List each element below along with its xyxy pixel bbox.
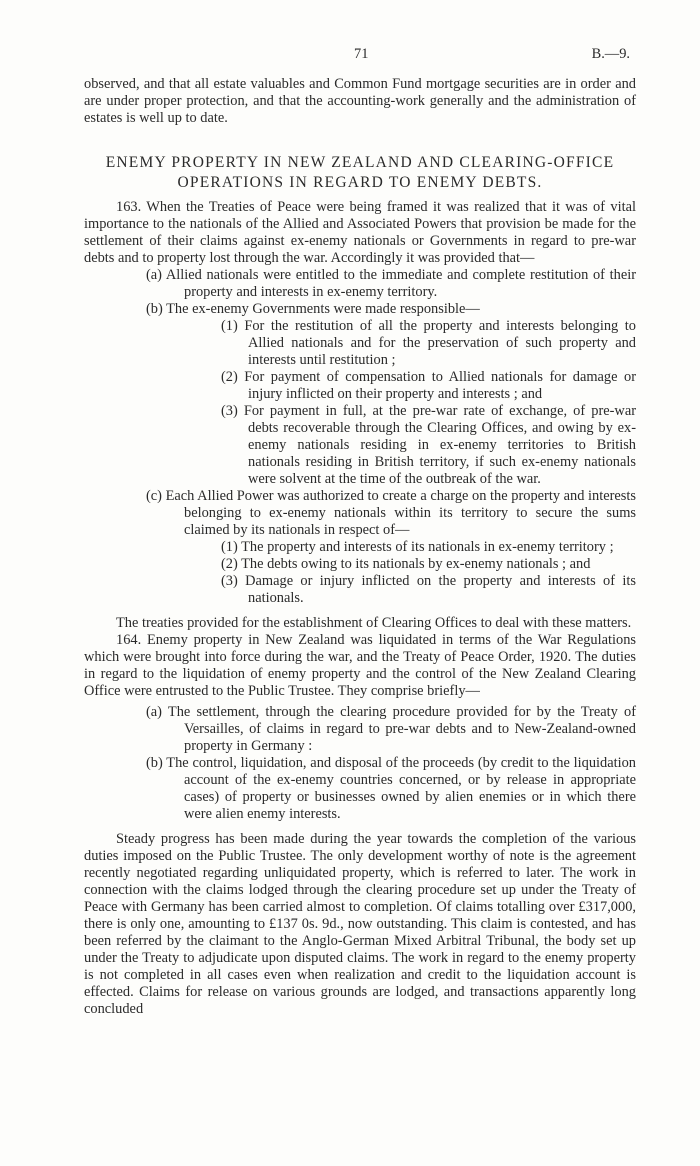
list-item-a: (a) Allied nationals were entitled to the immediate and complete restitution of their property and interests in ex-enemy territory. <box>146 267 636 300</box>
page-header <box>84 46 630 66</box>
progress-paragraph: Steady progress has been made during the year towards the completion of the various duties imposed on the Public Trustee. The only development worthy of note is the agreement recently negotiated regarding unliquidated property, which is referred to later. The work in connection with the claims lodged through the clearing procedure set up under the Treaty of Peace with Germany has been carried almost to completion. Of claims totalling over £317,000, there is only one, amounting to £137 0s. 9d., now outstanding. This claim is contested, and has been referred by the claimant to the Anglo-German Mixed Arbitral Tribunal, the body set up under the Treaty to adjudicate upon disputed claims. The work in regard to the enemy property is not completed in all cases even when realization and credit to the liquidation account is effected. Claims for release on various grounds are lodged, and transactions apparently long concluded <box>84 831 636 1017</box>
list-item-164b: (b) The control, liquidation, and disposal of the proceeds (by credit to the liquidation account of the ex-enemy countries concerned, or by release in appropriate cases) of property or businesses owned by alien enemies or in which there were alien enemy interests. <box>146 755 636 822</box>
treaties-paragraph: The treaties provided for the establishment of Clearing Offices to deal with these matters. <box>116 615 632 631</box>
page-reference: B.—9. <box>591 46 630 62</box>
list-item-b1: (1) For the restitution of all the property and interests belonging to Allied nationals and for the preservation of such property and interests until restitution ; <box>221 318 636 368</box>
section-heading: ENEMY PROPERTY IN NEW ZEALAND AND CLEARING-OFFICE OPERATIONS IN REGARD TO ENEMY DEBTS. <box>105 154 615 191</box>
paragraph-163: 163. When the Treaties of Peace were being framed it was realized that it was of vital importance to the nationals of the Allied and Associated Powers that provision be made for the settlement of their claims against ex-enemy nationals or Governments in regard to pre-war debts and to property lost through the war. Accordingly it was provided that— <box>84 199 636 266</box>
list-item-b2: (2) For payment of compensation to Allied nationals for damage or injury inflicted on their property and interests ; and <box>221 369 636 402</box>
list-item-c1: (1) The property and interests of its nationals in ex-enemy territory ; <box>221 539 614 555</box>
list-item-164a: (a) The settlement, through the clearing procedure provided for by the Treaty of Versailles, of claims in regard to pre-war debts and to New-Zealand-owned property in Germany : <box>146 704 636 754</box>
intro-paragraph: observed, and that all estate valuables and Common Fund mortgage securities are in order and are under proper protection, and that the accounting-work generally and the administration of estates is well up to date. <box>84 76 636 126</box>
list-item-b: (b) The ex-enemy Governments were made responsible— <box>146 301 480 317</box>
paragraph-164: 164. Enemy property in New Zealand was liquidated in terms of the War Regulations which were brought into force during the war, and the Treaty of Peace Order, 1920. The duties in regard to the liquidation of enemy property and the control of the New Zealand Clearing Office were entrusted to the Public Trustee. They comprise briefly— <box>84 632 636 699</box>
list-item-c2: (2) The debts owing to its nationals by ex-enemy nationals ; and <box>221 556 591 572</box>
document-body <box>84 76 636 1018</box>
list-item-b3: (3) For payment in full, at the pre-war rate of exchange, of pre-war debts recoverable through the Clearing Offices, and owing by ex-enemy nationals residing in ex-enemy territories to British nationals residing in British territory, if such ex-enemy nationals were solvent at the time of the outbreak of the war. <box>221 403 636 487</box>
page-number: 71 <box>354 46 369 62</box>
list-item-c3: (3) Damage or injury inflicted on the property and interests of its nationals. <box>221 573 636 606</box>
list-item-c: (c) Each Allied Power was authorized to create a charge on the property and interests belonging to ex-enemy nationals within its territory to secure the sums claimed by its nationals in respect of— <box>146 488 636 538</box>
